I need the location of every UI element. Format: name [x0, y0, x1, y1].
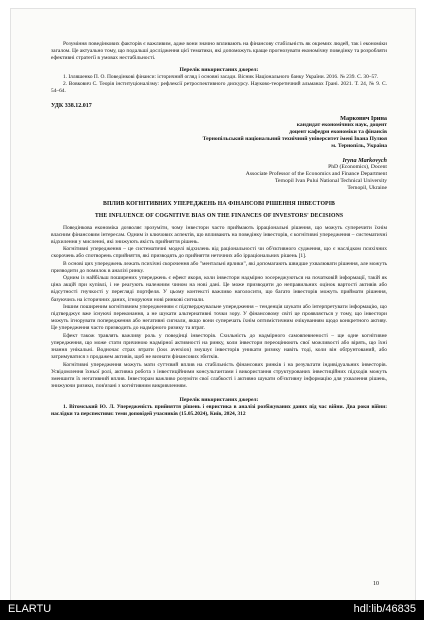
body-paragraph: В основі цих упереджень лежать психічні скорочення або "ментальні ярлики", які допомагають швидше ухвалювати рішення, але можуть призводити до помилок в аналізі ринку. [51, 260, 387, 274]
page-content [51, 41, 387, 418]
body-paragraph: Когнітивні упередження – це систематичні моделі відхилень від раціональності чи об'єктивного судження, що є наслідком психічних скорочень або спотворень сприйняття, які призводять до прийняття неточних або ірраціональних рішень [1]. [51, 246, 387, 260]
document-page [10, 8, 416, 602]
repository-label: ELARTU [8, 603, 52, 615]
reference-item: 2. Вовкович С. Теорія інституціоналізму: рефлексії ретроспективного дискурсу. Науково-теоретичний альманах Грані. 2021. Т. 24, № 9. С. 54–64. [51, 80, 387, 94]
author-name-en: Iryna Markovych [342, 156, 387, 164]
author-block-ua [51, 115, 387, 151]
reference-item-2: 1. Вітомський Ю. Л. Упередженість прийняття рішень і евристика в аналізі розбіжуваних даних під час війни. Два роки війни: наслідки та перспективи: теми доповідей учасників (15.05.2024), Київ, 2024, 312 [51, 404, 387, 418]
article-title-en: THE INFLUENCE OF COGNITIVE BIAS ON THE FINANCES OF INVESTORS' DECISIONS [94, 212, 344, 219]
udk-code: УДК 338.12.017 [51, 102, 92, 109]
article-title-ua: ВПЛИВ КОГНІТИВНИХ УПЕРЕДЖЕНЬ НА ФІНАНСОВІ РІШЕННЯ ІНВЕСТОРІВ [102, 200, 336, 207]
footer-bar [0, 600, 424, 620]
intro-paragraph: Розуміння поведінкових факторів є важливим, адже вони значно впливають на фінансову стабільність як окремих людей, так і економіки загалом. Це актуально тому, що подальші дослідження цієї тематики, які допоможуть краще прогнозувати економічну поведінку та розробляти ефективні стратегії в умовах нестабільності. [51, 41, 388, 62]
body-paragraph: Поведінкова економіка дозволяє зрозуміти, чому інвестори часто приймають ірраціональні рішення, що можуть суперечити їхнім власним фінансовим інтересам. Одним із ключових аспектів, що впливають на поведінку інвесторів, є когнітивні упередження – систематичні відхилення у мисленні, які знижують якість прийняття рішень. [51, 224, 387, 246]
author-name: Маркович Ірина [340, 114, 387, 122]
author-degree: кандидат економічних наук, доцент [296, 121, 387, 128]
author-position-en: Associate Professor of the Economics and Finance Department [245, 171, 387, 178]
body-paragraph: Одним із найбільш поширених упереджень є ефект якоря, коли інвестори надмірно зосереджуються на початковій інформації, такій як ціна акцій при купівлі, і не реагують належним чином на нові дані. Це може призводити до неправильних оцінок вартості активів або відсутності гнучкості у перегляді портфеля. У цьому контексті важливо наголосити, що багато інвесторів можуть приймати рішення, базуючись на історичних даних, ігноруючи нові ринкові сигнали. [51, 275, 387, 303]
references-heading: Перелік використаних джерел: [179, 66, 259, 73]
body-paragraph: Ефект також травлять важливу роль у поведінці інвесторів. Схильність до надмірного самовпевненості – ще одне когнітивне упередження, що може стати причиною надмірної активності на ринку, коли інвестори переоцінюють свої можливості або вірять, що їхні знання унікальні. Водночас страх втрати (loss aversion) змушує інвесторів уникати ризику навіть тоді, коли він обґрунтований, або затримуватися з продажем активів, щоб не визнати фінансових збитків. [51, 332, 387, 361]
author-location-en: Ternopil, Ukraine [347, 185, 387, 192]
handle-label: hdl:lib/46835 [353, 603, 416, 615]
body-paragraph: Іншим поширеним когнітивним упередженням є підтверджувальне упередження – тенденція шукати або інтерпретувати інформацію, що підтверджує вже існуючі переконання, а не шукати альтернативні точки зору. У фінансовому світі це проявляється у тому, що інвестори можуть ігнорувати попередження або негативні сигнали, якщо вони суперечать їхнім оптимістичним очікуванням щодо конкретного активу. Це упередження часто призводить до надмірного ризику та втрат. [51, 303, 387, 332]
references-heading-2: Перелік використаних джерел: [179, 397, 259, 404]
reference-item: 1. Ілляшенко П. О. Поведінкові фінанси: історичний огляд і основні засади. Вісник Національного банку України. 2016. № 239. С. 30–57. [63, 73, 379, 80]
author-block-en [51, 157, 387, 193]
author-affiliation: Тернопільський національний технічний університет імені Івана Пулюя [202, 136, 387, 143]
body-paragraph: Когнітивні упередження можуть мати суттєвий вплив на стабільність фінансових ринків і на результати індивідуальних інвесторів. Усвідомлення їхньої ролі, активна робота з інвестиційними консультантами і використання структурованих інвестиційних підходів можуть зменшити їх негативний вплив. Інвесторам важливо розуміти свої слабкості і активно шукати об'єктивну інформацію для ухвалення рішень, знижуючи ризики, пов'язані з когнітивним викривленням. [51, 361, 387, 390]
page-number: 10 [373, 581, 379, 587]
author-location: м. Тернопіль, Україна [331, 143, 387, 150]
author-affiliation-en: Ternopil Ivan Pului National Technical University [274, 178, 387, 185]
author-position: доцент кафедри економіки та фінансів [289, 129, 387, 136]
author-degree-en: PhD (Economics), Docent [328, 163, 387, 170]
